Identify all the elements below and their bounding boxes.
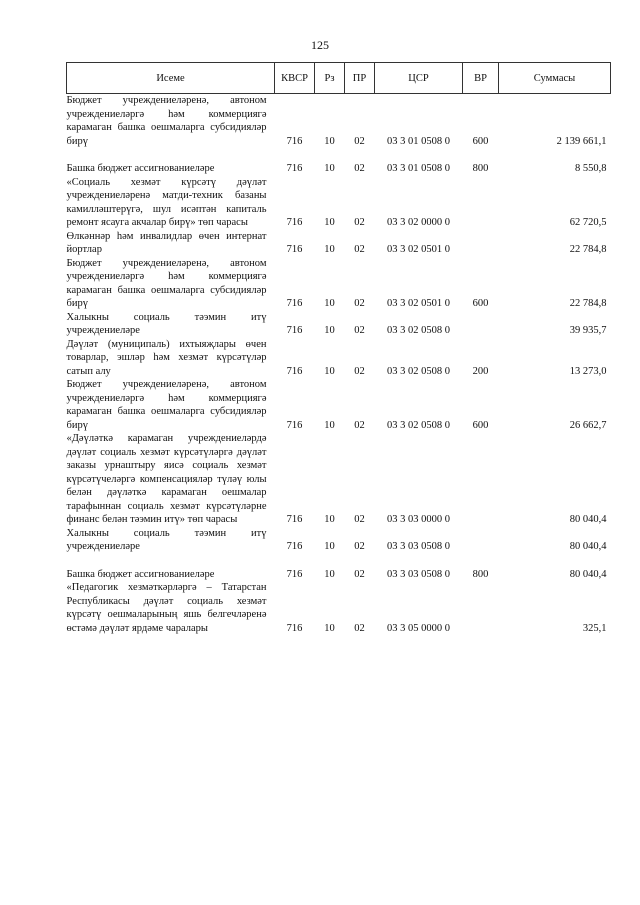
page-number: 125 <box>311 38 329 52</box>
cell-sum: 80 040,4 <box>569 568 607 580</box>
table-row <box>67 311 611 338</box>
table-row <box>67 568 611 582</box>
cell-sum: 39 935,7 <box>569 325 607 336</box>
table-row <box>67 581 611 635</box>
cell-sum: 26 662,7 <box>569 419 607 431</box>
cell-rz: 10 <box>324 298 335 309</box>
cell-name: Өлкәннәр һәм инвалидлар өчен интернат йортлар <box>66 230 267 255</box>
cell-name: «Социаль хезмәт күрсәтү дәүләт учреждениеләренә матди-техник базаны камилләштерүгә, шул исәптән капиталь ремонт ясауга акчалар бирү» төп чарасы <box>66 176 267 228</box>
cell-pr: 02 <box>354 217 365 228</box>
cell-csr: 03 3 03 0508 0 <box>387 541 450 552</box>
cell-rz: 10 <box>324 135 335 147</box>
cell-rz: 10 <box>324 541 335 552</box>
table-row <box>67 432 611 527</box>
header-vr: ВР <box>463 63 499 94</box>
table-header-row <box>67 63 611 94</box>
cell-pr: 02 <box>354 163 365 174</box>
cell-pr: 02 <box>354 514 365 525</box>
cell-name: «Педагогик хезмәткәрләргә – Татарстан Республикасы дәүләт социаль хезмәт күрсәтү оешмаларының яшь белгечләренә өстәмә дәүләт ярдәме чаралары <box>66 582 267 634</box>
cell-csr: 03 3 01 0508 0 <box>387 163 450 174</box>
cell-sum: 80 040,4 <box>569 514 607 525</box>
cell-csr: 03 3 02 0508 0 <box>387 419 450 431</box>
cell-vr <box>463 311 499 338</box>
cell-kvsr: 716 <box>286 325 303 336</box>
cell-pr: 02 <box>354 419 365 431</box>
cell-csr: 03 3 02 0508 0 <box>387 325 450 336</box>
cell-rz: 10 <box>324 514 335 525</box>
cell-name: «Дәүләткә карамаган учреждениеләрдә дәүләт социаль хезмәт күрсәтүләргә дәүләт заказы урнаштыру яисә социаль хезмәт күрсәтүчеләргә компенсацияләр түләү юлы белән дәүләткә карамаган оешмалар тарафыннан социаль хезмәт күрсәтүләрне финанс белән тәэмин итү» төп чарасы <box>66 433 267 525</box>
cell-vr: 600 <box>472 298 489 309</box>
cell-csr: 03 3 05 0000 0 <box>387 622 450 634</box>
table-row <box>67 94 611 149</box>
cell-sum: 13 273,0 <box>569 365 607 377</box>
cell-sum: 8 550,8 <box>575 163 607 174</box>
cell-pr: 02 <box>354 244 365 255</box>
cell-csr: 03 3 02 0000 0 <box>387 217 450 228</box>
cell-csr: 03 3 02 0508 0 <box>387 365 450 377</box>
cell-vr: 800 <box>472 568 489 580</box>
cell-csr: 03 3 01 0508 0 <box>387 135 450 147</box>
header-kvsr: КВСР <box>275 63 315 94</box>
cell-name: Башка бюджет ассигнованиеләре <box>66 568 215 580</box>
cell-vr <box>463 230 499 257</box>
cell-csr: 03 3 02 0501 0 <box>387 244 450 255</box>
header-csr: ЦСР <box>375 63 463 94</box>
cell-name: Бюджет учреждениеләренә, автоном учреждениеләргә һәм коммерциягә карамаган башка оешмаларга субсидияләр бирү <box>66 257 267 309</box>
cell-vr: 600 <box>472 419 489 431</box>
cell-sum: 22 784,8 <box>569 298 607 309</box>
table-row <box>67 162 611 176</box>
cell-pr: 02 <box>354 365 365 377</box>
cell-rz: 10 <box>324 325 335 336</box>
cell-rz: 10 <box>324 217 335 228</box>
cell-kvsr: 716 <box>286 298 303 309</box>
table-body <box>67 94 611 636</box>
cell-kvsr: 716 <box>286 365 303 377</box>
cell-pr: 02 <box>354 568 365 580</box>
cell-pr: 02 <box>354 135 365 147</box>
row-spacer <box>67 554 611 568</box>
header-rz: Рз <box>315 63 345 94</box>
table-row <box>67 527 611 554</box>
cell-rz: 10 <box>324 568 335 580</box>
cell-sum: 2 139 661,1 <box>556 135 607 147</box>
cell-kvsr: 716 <box>286 217 303 228</box>
cell-name: Дәүләт (муниципаль) ихтыяҗлары өчен товарлар, эшләр һәм хезмәт күрсәтүләр сатып алу <box>66 338 267 377</box>
cell-vr: 800 <box>472 163 489 174</box>
cell-vr <box>463 581 499 635</box>
cell-vr <box>463 432 499 527</box>
cell-kvsr: 716 <box>286 568 303 580</box>
table-row <box>67 230 611 257</box>
cell-sum: 22 784,8 <box>569 244 607 255</box>
cell-sum: 325,1 <box>582 622 607 634</box>
table-row <box>67 257 611 311</box>
cell-pr: 02 <box>354 298 365 309</box>
table-row <box>67 338 611 379</box>
cell-vr <box>463 527 499 554</box>
cell-csr: 03 3 03 0000 0 <box>387 514 450 525</box>
cell-kvsr: 716 <box>286 514 303 525</box>
cell-pr: 02 <box>354 541 365 552</box>
cell-kvsr: 716 <box>286 419 303 431</box>
cell-name: Халыкны социаль тәэмин итү учреждениеләре <box>66 311 267 336</box>
budget-table <box>66 62 611 635</box>
cell-vr: 600 <box>472 135 489 147</box>
header-pr: ПР <box>345 63 375 94</box>
cell-name: Халыкны социаль тәэмин итү учреждениеләре <box>66 527 267 552</box>
cell-pr: 02 <box>354 622 365 634</box>
cell-kvsr: 716 <box>286 541 303 552</box>
cell-rz: 10 <box>324 419 335 431</box>
cell-vr: 200 <box>472 365 489 377</box>
cell-kvsr: 716 <box>286 163 303 174</box>
cell-kvsr: 716 <box>286 135 303 147</box>
cell-rz: 10 <box>324 163 335 174</box>
cell-pr: 02 <box>354 325 365 336</box>
cell-name: Башка бюджет ассигнованиеләре <box>66 163 215 174</box>
cell-rz: 10 <box>324 622 335 634</box>
header-name: Исеме <box>67 63 275 94</box>
row-spacer <box>67 148 611 162</box>
cell-sum: 80 040,4 <box>569 541 607 552</box>
cell-kvsr: 716 <box>286 622 303 634</box>
table-row <box>67 176 611 230</box>
header-sum: Суммасы <box>499 63 611 94</box>
cell-csr: 03 3 03 0508 0 <box>387 568 450 580</box>
cell-sum: 62 720,5 <box>569 217 607 228</box>
cell-name: Бюджет учреждениеләренә, автоном учреждениеләргә һәм коммерциягә карамаган башка оешмаларга субсидияләр бирү <box>66 95 267 147</box>
cell-kvsr: 716 <box>286 244 303 255</box>
table-row <box>67 378 611 432</box>
cell-vr <box>463 176 499 230</box>
cell-name: Бюджет учреждениеләренә, автоном учреждениеләргә һәм коммерциягә карамаган башка оешмаларга субсидияләр бирү <box>66 379 267 431</box>
cell-csr: 03 3 02 0501 0 <box>387 298 450 309</box>
cell-rz: 10 <box>324 244 335 255</box>
cell-rz: 10 <box>324 365 335 377</box>
